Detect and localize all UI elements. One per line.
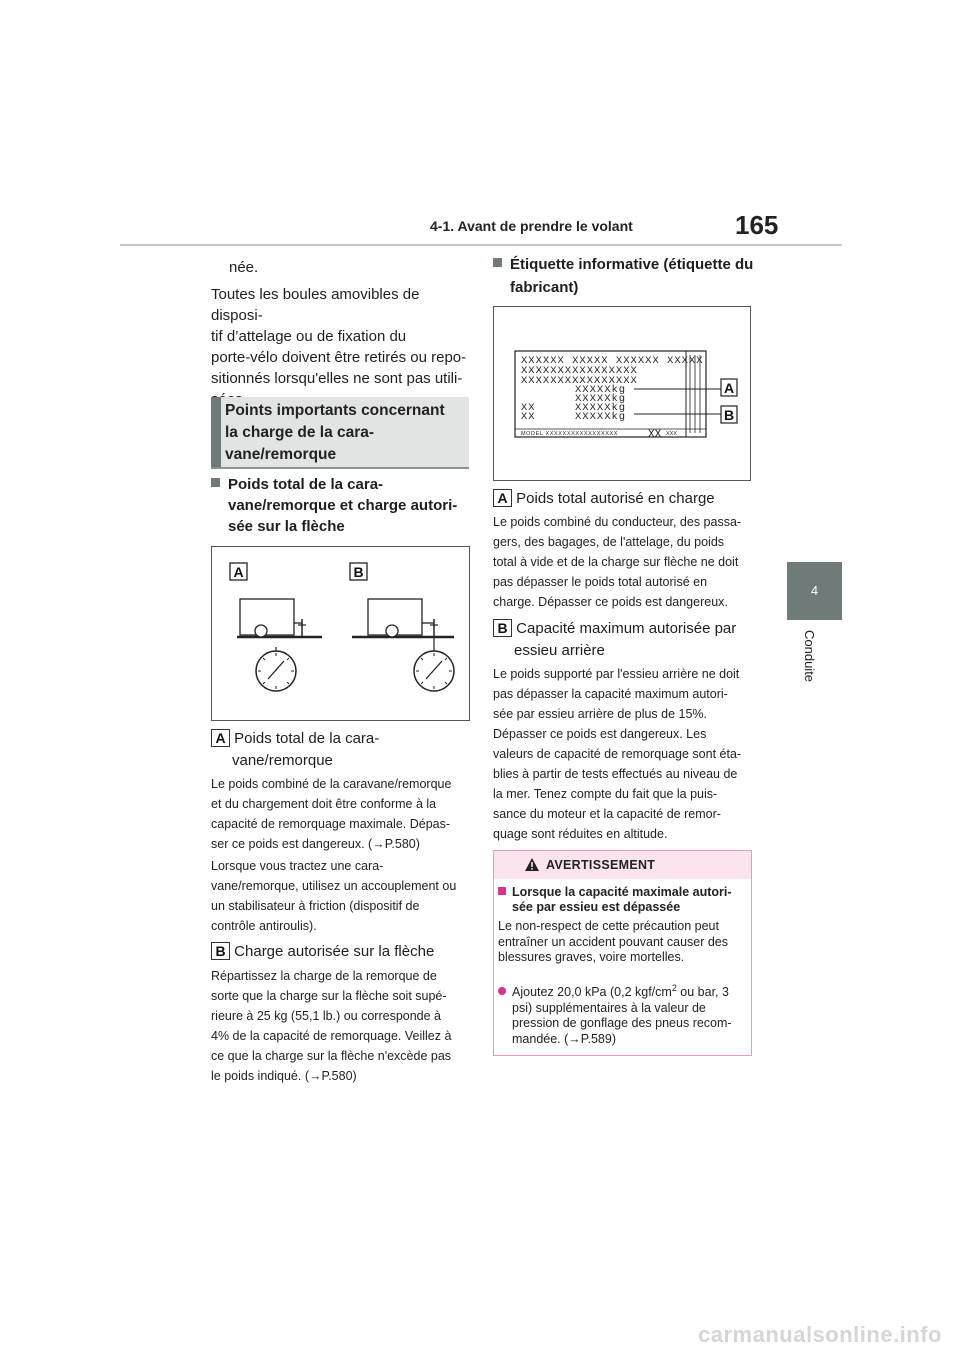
label-model-row: MODEL XXXXXXXXXXXXXXXXX (521, 431, 619, 437)
manufacturer-label-figure (493, 306, 751, 481)
bullet-heading-trailer-weight: Poids total de la cara- vane/remorque et charge autori- sée sur la flèche (211, 474, 471, 537)
banner-title: Points importants concernant la charge de la cara- vane/remorque (225, 402, 445, 463)
item-a-paragraph-2: Lorsque vous tractez une cara- vane/remorque, utilisez un accouplement ou un stabilisateur à friction (dispositif de contrôle antiroulis). (211, 859, 457, 933)
warning-triangle-icon (524, 857, 540, 872)
label-item-a-heading: A Poids total autorisé en charge (493, 488, 755, 509)
warning-box (493, 850, 752, 1056)
label-row-7: XXXXXkg (575, 411, 627, 423)
bullet-heading-label: Étiquette informative (étiquette du fabricant) (493, 254, 755, 298)
chapter-label: Conduite (802, 630, 817, 683)
label-model-xx: XX (648, 429, 662, 441)
letter-b-box: B (493, 619, 512, 637)
header-divider (120, 244, 842, 246)
label-item-b-paragraph: Le poids supporté par l'essieu arrière ne doit pas dépasser la capacité maximum autori- sée par essieu arrière de plus de 15%. Dépasser ce poids est dangereux. Les valeurs de capacité de remorquage sont éta- blies à partir de tests effectués au niveau de la mer. Tenez compte du fait que la puis- sance du moteur et la capacité de remor- quage sont réduites en altitude. (493, 667, 742, 841)
item-b-heading: B Charge autorisée sur la flèche (211, 941, 473, 962)
label-row-2: XXXXXXXXXXXXXXXX (521, 365, 638, 377)
warning-header (494, 851, 751, 879)
label-illustration (494, 307, 750, 480)
label-left-xx-1: XX (521, 402, 536, 414)
pink-dot-bullet-icon (498, 987, 506, 995)
label-item-b-heading: B Capacité maximum autorisée par essieu arrière (493, 618, 755, 661)
section-banner (211, 397, 469, 467)
trailer-illustration (212, 547, 469, 720)
square-bullet-icon (493, 258, 502, 267)
item-a-paragraph-1: Le poids combiné de la caravane/remorque et du chargement doit être conforme à la capacité de remorquage maximale. Dépas- ser ce poids est dangereux. (→P.580) (211, 777, 452, 851)
figure-label-a: A (233, 564, 244, 580)
banner-underline (211, 467, 469, 469)
banner-accent (211, 397, 221, 467)
warning-title: AVERTISSEMENT (546, 858, 656, 872)
section-title: 4-1. Avant de prendre le volant (430, 218, 633, 234)
square-bullet-icon (211, 478, 220, 487)
label-model-tail: XXX (666, 431, 678, 437)
label-row-1: XXXXXX XXXXX XXXXXX XXXXX (521, 355, 704, 367)
page-number: 165 (735, 210, 779, 240)
item-b-paragraph: Répartissez la charge de la remorque de sorte que la charge sur la flèche soit supé- rieure à 25 kg (55,1 lb.) ou corresponde à 4% de la capacité de remorquage. Veillez à ce que la charge sur la flèche n'excède pas le poids indiqué. (→P.580) (211, 969, 452, 1083)
letter-a-box: A (211, 729, 230, 747)
warning-bullet: Ajoutez 20,0 kPa (0,2 kgf/$cm^2$ ou bar, 3 psi) supplémentaires à la valeur de pression de gonflage des pneus recom- mandée. (→P.589) (498, 981, 748, 1047)
label-callout-b: B (723, 407, 735, 423)
label-row-3: XXXXXXXXXXXXXXXX (521, 375, 638, 387)
label-row-5: XXXXXkg (575, 393, 627, 405)
warning-heading: Lorsque la capacité maximale autori- sée par essieu est dépassée (498, 885, 748, 915)
label-callout-a: A (723, 380, 735, 396)
label-row-6: XXXXXkg (575, 402, 627, 414)
label-item-a-paragraph: Le poids combiné du conducteur, des passa- gers, des bagages, de l'attelage, du poids total à vide et de la charge sur flèche ne doit pas dépasser le poids total autorisé en charge. Dépasser ce poids est dangereux. (493, 515, 742, 609)
intro-paragraph: Toutes les boules amovibles de disposi- tif d’attelage ou de fixation du porte-vélo doivent être retirés ou repo- sitionnés lorsqu'elles ne sont pas utili- (211, 286, 467, 387)
label-row-4: XXXXXkg (575, 384, 627, 396)
label-left-xx-2: XX (521, 411, 536, 423)
letter-a-box: A (493, 489, 512, 507)
chapter-tab: 4 (787, 562, 842, 620)
intro-continuation: née. (229, 259, 259, 276)
warning-text: Le non-respect de cette précaution peut entraîner un accident pouvant causer des blessures graves, voire mortelles. (498, 919, 729, 964)
trailer-weight-figure (211, 546, 470, 721)
figure-label-b: B (353, 564, 364, 580)
pink-square-bullet-icon (498, 887, 506, 895)
item-a-heading: A Poids total de la cara- vane/remorque (211, 728, 471, 771)
letter-b-box: B (211, 942, 230, 960)
